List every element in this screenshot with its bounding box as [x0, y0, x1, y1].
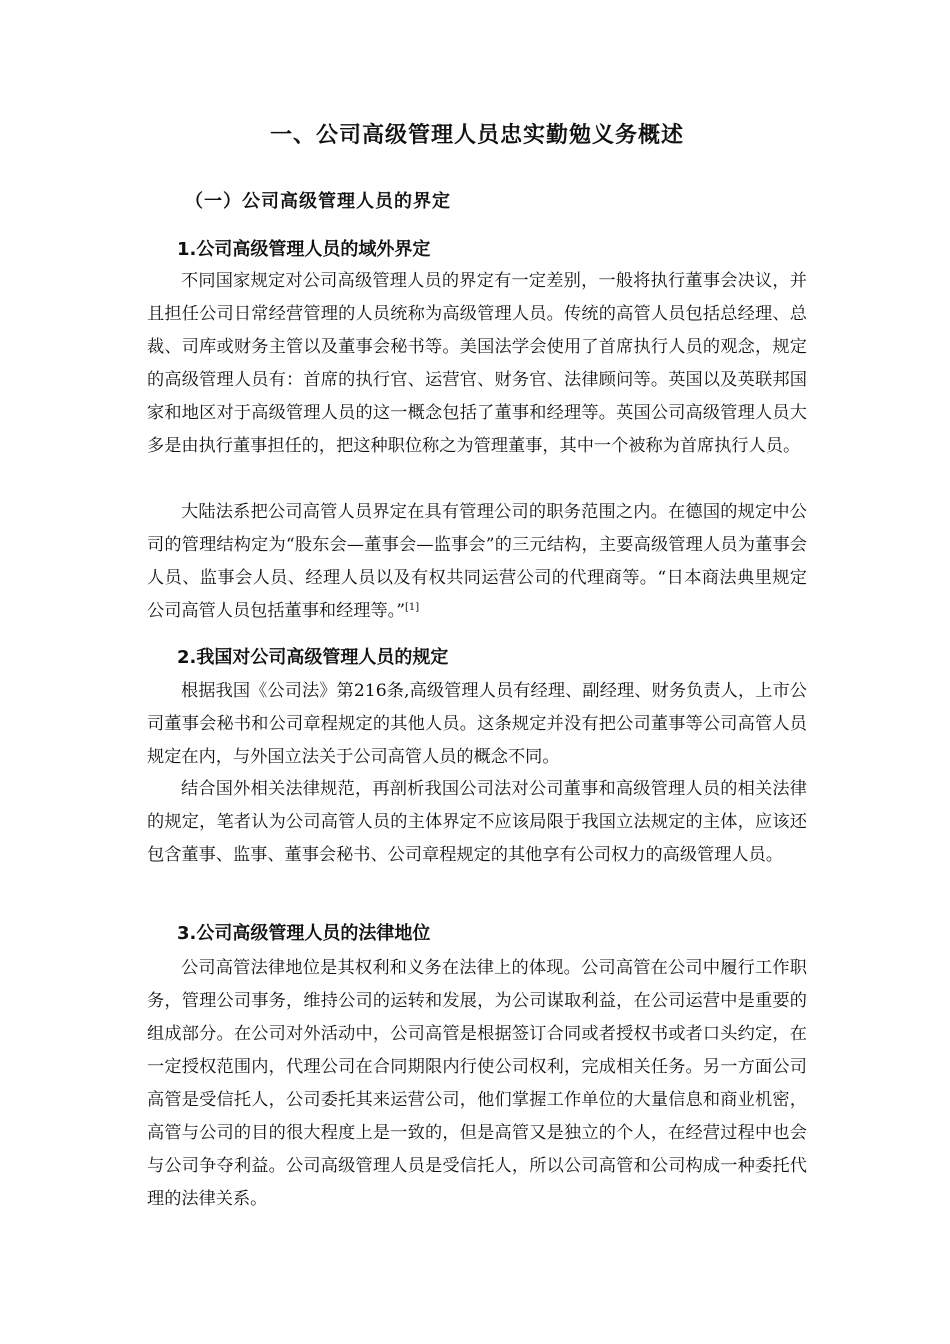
subsection-heading-1: 1.公司高级管理人员的域外界定 — [177, 239, 431, 260]
paragraph: 公司高管法律地位是其权利和义务在法律上的体现。公司高管在公司中履行工作职务，管理公司事务，维持公司的运转和发展，为公司谋取利益，在公司运营中是重要的组成部分。在公司对外活动中，公司高管是根据签订合同或者授权书或者口头约定，在一定授权范围内，代理公司在合同期限内行使公司权利，完成相关任务。另一方面公司高管是受信托人，公司委托其来运营公司，他们掌握工作单位的大量信息和商业机密，高管与公司的目的很大程度上是一致的，但是高管又是独立的个人，在经营过程中也会与公司争夺利益。公司高级管理人员是受信托人，所以公司高管和公司构成一种委托代理的法律关系。 — [147, 958, 807, 1209]
paragraph-text: 大陆法系把公司高管人员界定在具有管理公司的职务范围之内。在德国的规定中公司的管理结构定为“股东会—董事会—监事会”的三元结构，主要高级管理人员为董事会人员、监事会人员、经理人员以及有权共同运营公司的代理商等。“日本商法典里规定公司高管人员包括董事和经理等。” — [147, 502, 807, 621]
paragraph-with-footnote — [147, 496, 807, 628]
paragraph: 根据我国《公司法》第216条,高级管理人员有经理、副经理、财务负责人，上市公司董事会秘书和公司章程规定的其他人员。这条规定并没有把公司董事等公司高管人员规定在内，与外国立法关于公司高管人员的概念不同。 — [147, 681, 807, 767]
paragraph: 不同国家规定对公司高级管理人员的界定有一定差别，一般将执行董事会决议，并且担任公司日常经营管理的人员统称为高级管理人员。传统的高管人员包括总经理、总裁、司库或财务主管以及董事会秘书等。美国法学会使用了首席执行人员的观念，规定的高级管理人员有：首席的执行官、运营官、财务官、法律顾问等。英国以及英联邦国家和地区对于高级管理人员的这一概念包括了董事和经理等。英国公司高级管理人员大多是由执行董事担任的，把这种职位称之为管理董事，其中一个被称为首席执行人员。 — [147, 271, 807, 456]
footnote-reference: [1] — [405, 602, 420, 613]
subsection-heading-3: 3.公司高级管理人员的法律地位 — [177, 923, 431, 944]
chapter-title: 一、公司高级管理人员忠实勤勉义务概述 — [269, 123, 684, 148]
section-heading: （一）公司高级管理人员的界定 — [185, 191, 451, 212]
paragraph: 结合国外相关法律规范，再剖析我国公司法对公司董事和高级管理人员的相关法律的规定，笔者认为公司高管人员的主体界定不应该局限于我国立法规定的主体，应该还包含董事、监事、董事会秘书、公司章程规定的其他享有公司权力的高级管理人员。 — [147, 779, 807, 865]
subsection-heading-2: 2.我国对公司高级管理人员的规定 — [177, 647, 449, 668]
